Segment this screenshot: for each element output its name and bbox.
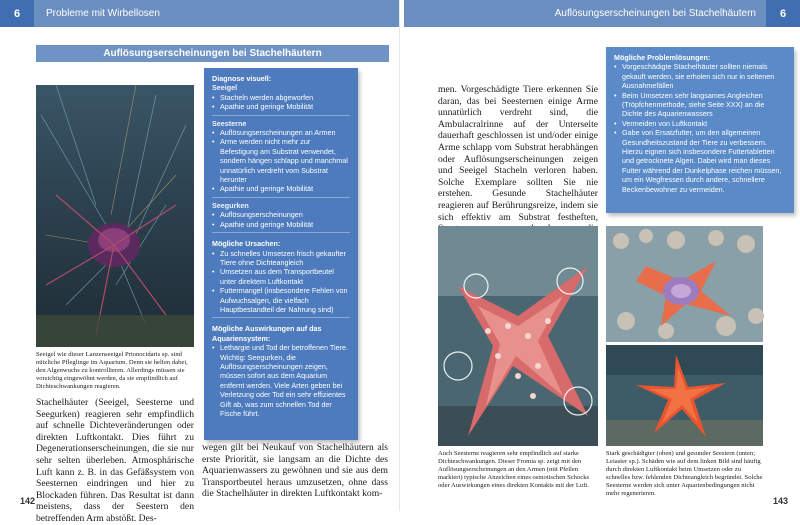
list-item: • Auflösungserscheinungen [212,210,350,219]
list-item: • Vermeiden von Luftkontakt [614,119,786,128]
divider [212,197,350,198]
list-item: • Arme werden nicht mehr zur Befestigung am Substrat verwendet, sondern hängen schlapp und manchmal unnatürlich verdreht vom Substrat herunter [212,137,350,184]
stressed-starfish-photo [606,226,763,342]
list-item: • Zu schnelles Umsetzen frisch gekaufter Tiere ohne Dichteangleich [212,249,350,268]
list-item: • Stacheln werden abgeworfen [212,93,350,102]
loesungen-list [614,62,786,194]
left-page [0,0,400,524]
divider [212,232,350,233]
divider [212,115,350,116]
seesterne-heading: Seesterne [212,118,247,128]
seesterne-list [212,128,350,194]
ursachen-heading: Mögliche Ursachen: [212,239,281,249]
right-page-number: 143 [772,496,788,506]
divider [212,317,350,318]
left-chapter-title: Probleme mit Wirbellosen [46,8,160,19]
loesungen-heading: Mögliche Problemlösungen: [614,53,711,62]
section-title: Auflösungserscheinungen bei Stachelhäutern [36,45,389,62]
left-header-bar [0,0,400,27]
sea-urchin-photo [36,85,194,347]
solutions-infobox [606,47,794,213]
seeigel-heading: Seeigel [212,83,238,93]
right-caption-right: Stark geschädigter (oben) und gesunder Seestern (unten; Leiaster sp.). Schäden wie auf dem linken Bild sind häufig durch direkten Luftkontakt beim Umsetzen oder zu schnelles bzw. fehlenden Dichteangleich begründet. Solche Seesterne werden sich unter Aquarienbedingungen nicht mehr regenerieren. [606,450,763,497]
left-body-paragraph: Stachelhäuter (Seeigel, Seesterne und Seegurken) reagieren sehr empfindlich auf schnelle Dichteveränderungen oder direkten Luftkontakt. Dies führt zu Degenerationserscheinungen, die sie nur sehr selten überleben. Atmosphärische Luft kann z. B. in das Gefäßsystem von Seesternen eindringen und hier zu Blockaden führen. Das Resultat ist dann meistens, dass der Seestern den betreffenden Arm abstößt. Des- [36,397,194,524]
ursachen-list [212,249,350,315]
auswirkungen-list [212,343,350,418]
left-page-number: 142 [20,496,36,506]
list-item: • Beim Umsetzen sehr langsames Angleichen (Tröpfchenmethode, siehe Seite XXX) an die Dichte des Aquarienwassers [614,91,786,119]
seegurken-list [212,210,350,229]
list-item: • Gabe von Ersatzfutter, um den allgemeinen Gesundheitszustand der Tiere zu verbessern. Hierzu eignen sich insbesondere Futtertabletten und getrocknete Algen. Dabei wird man dieses Futter während der Dunkelphase reichen müssen, um ein Wegfressen durch andere, schnellere Beckenbewohner zu vermeiden. [614,128,786,194]
seegurken-heading: Seegurken [212,200,249,210]
right-caption-left: Auch Seesterne reagieren sehr empfindlich auf starke Dichteschwankungen. Dieser Fromia sp. zeigt mit den Auflösungserscheinungen an den Armen (mit Pfeilen markiert) typische Anzeichen eines osmotischen Schocks oder Auswirkungen eines direkten Kontakts mit der Luft. [438,450,590,489]
diagnose-heading: Diagnose visuell: [212,74,272,83]
list-item: • Apathie und geringe Mobilität [212,102,350,111]
sea-urchin-caption: Seeigel wie dieser Lanzenseeigel Prionocidaris sp. sind nützliche Pfleglinge im Aquarium. Denn sie helfen dabei, den Algenwuchs zu kontrollieren. Allerdings müssen sie vorsichtig eingewöhnt werden, da sie empfindlich auf Dichteschwankungen reagieren. [36,351,188,390]
right-header-bar [400,0,800,27]
damaged-starfish-photo [438,226,598,446]
seeigel-list [212,93,350,112]
right-body-paragraph: men. Vorgeschädigte Tiere erkennen Sie daran, das bei Seesternen einige Arme unnatürlich verdreht sind, die Ambulacralrinne auf der Unterseite dauerhaft geschlossen ist und/oder einige Arme schlapp vom Substrat herabhängen oder Auflösungserscheinungen zeigen und Seeigel Stacheln verloren haben. Solche Exemplare sollten Sie nie erstehen. Gesunde Stachelhäuter reagieren auf Berührungsreize, indem sie sich effektiv am Substrat festheften, [438,84,598,223]
auswirkungen-heading: Mögliche Auswirkungen auf das Aquariensystem: [212,324,322,343]
diagnosis-infobox [204,68,358,440]
healthy-starfish-photo [606,345,763,446]
list-item: • Umsetzen aus dem Transportbeutel unter direktem Luftkontakt [212,267,350,286]
right-chapter-number: 6 [766,0,800,27]
list-item: • Futtermangel (insbesondere Fehlen von Aufwuchsalgen, die vielfach Hauptbestandteil der Nahrung sind) [212,286,350,314]
right-chapter-title: Auflösungserscheinungen bei Stachelhäutern [554,8,756,19]
left-chapter-number: 6 [0,0,34,27]
list-item: • Apathie und geringe Mobilität [212,220,350,229]
list-item: • Lethargie und Tod der betroffenen Tiere. Wichtig: Seegurken, die Auflösungserscheinungen zeigen, müssen sofort aus dem Aquarium entfernt werden. Viele Arten geben bei Verletzung oder Tod ein sehr effizientes Gift ab, was zum schnellen Tod der Fische führt. [212,343,350,418]
list-item: • Apathie und geringe Mobilität [212,184,350,193]
list-item: • Vorgeschädigte Stachelhäuter sollten niemals gekauft werden, sie erholen sich nur in seltenen Ausnahmefällen [614,62,786,90]
list-item: • Auflösungserscheinungen an Armen [212,128,350,137]
left-body-continuation: wegen gilt bei Neukauf von Stachelhäutern als erste Priorität, sie langsam an die Dichte des Aquarienwassers zu gewöhnen und sie aus dem Transportbeutel heraus umzusetzen, ohne dass die Stachelhäuter in direkten Luftkontakt kom- [202,442,388,500]
right-page [400,0,800,511]
